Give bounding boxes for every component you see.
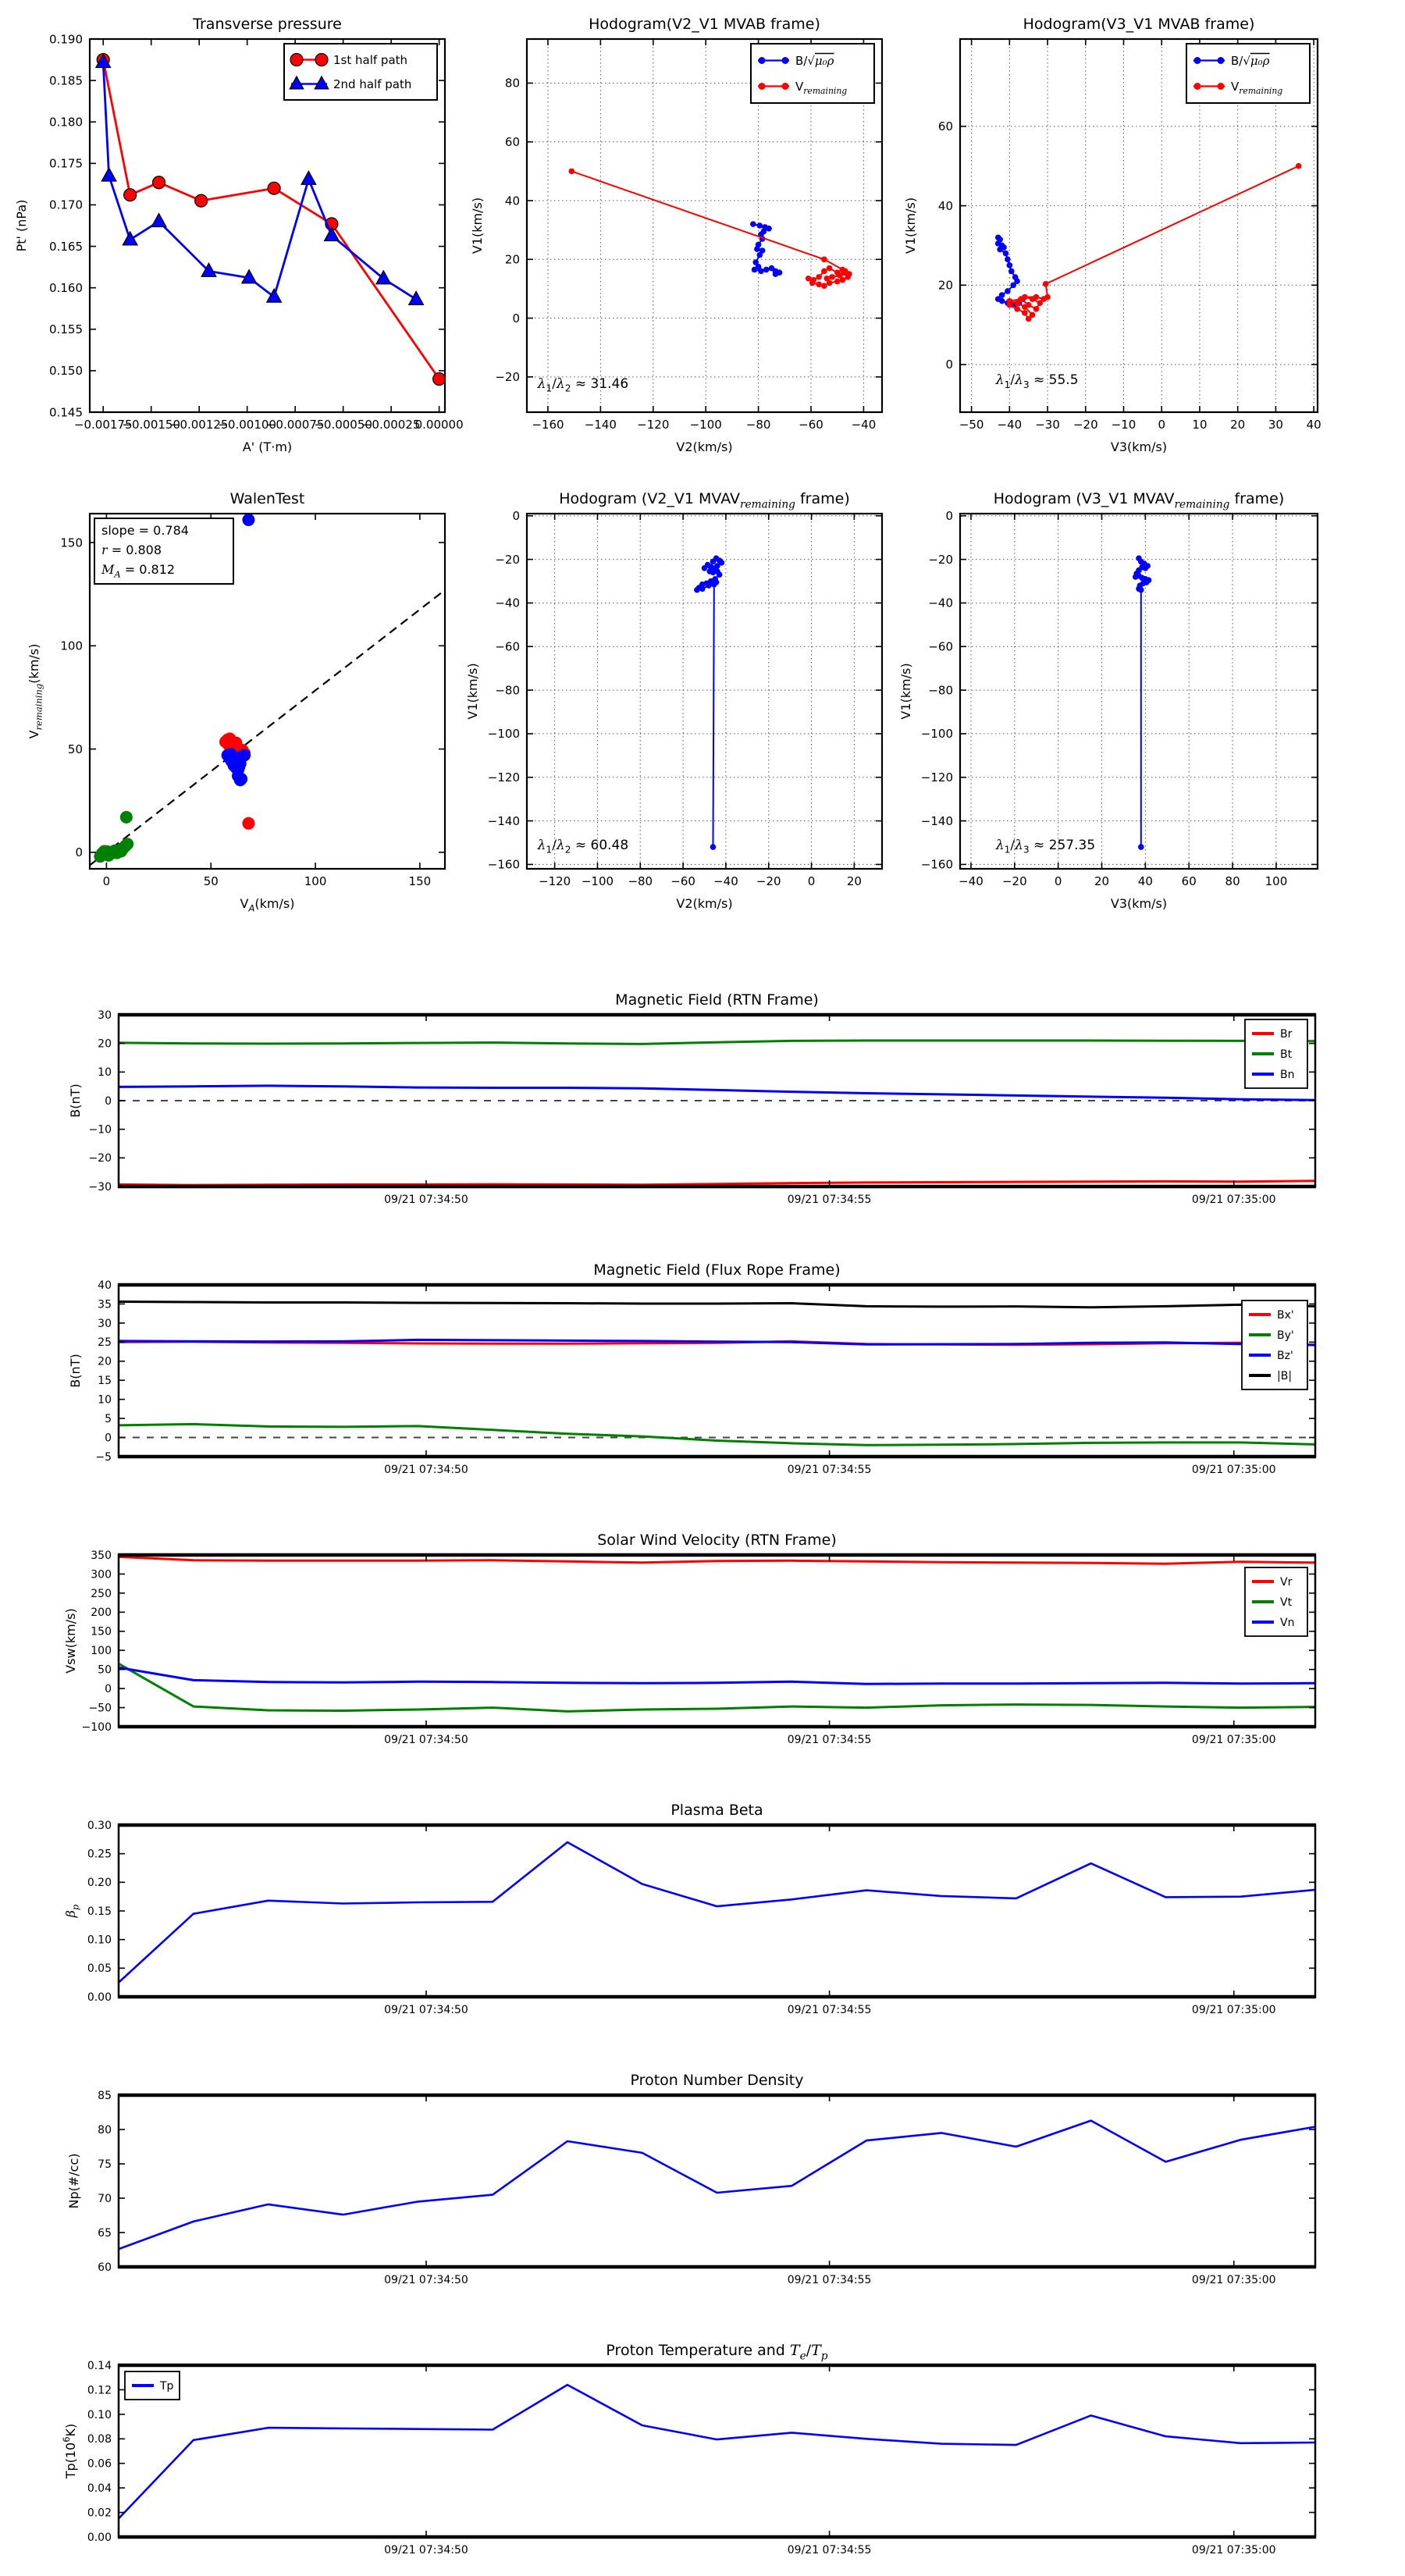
y-tick-label: 30 <box>98 1009 112 1022</box>
y-tick-label: 0.170 <box>49 197 83 212</box>
y-tick-label: 60 <box>98 2261 112 2274</box>
y-tick-label: 65 <box>98 2226 112 2240</box>
x-tick-label: −160 <box>532 418 564 432</box>
x-tick-label: 09/21 07:34:55 <box>787 2004 872 2016</box>
series-Bn <box>119 1086 1315 1100</box>
legend-label: Vt <box>1280 1596 1293 1609</box>
x-tick-label: −60 <box>799 418 823 432</box>
y-axis-label: $Tp(10^6K)$ <box>60 2423 78 2479</box>
x-tick-label: 0 <box>102 874 111 888</box>
legend-label: $V_{remaining}$ <box>795 79 848 96</box>
y-tick-label: 0.05 <box>87 1962 112 1976</box>
x-tick-label: −100 <box>581 874 614 888</box>
series-Vr <box>119 1557 1315 1564</box>
lambda-annotation: $\lambda_1/\lambda_2 \approx 31.46$ <box>537 375 629 394</box>
y-tick-label: 0 <box>512 509 520 524</box>
y-tick-label: 0.00 <box>87 2531 112 2544</box>
y-tick-label: 350 <box>91 1549 112 1562</box>
y-tick-label: 0.00 <box>87 1991 112 2004</box>
y-tick-label: 35 <box>98 1298 112 1311</box>
stats-box <box>94 518 233 584</box>
chart-hodogram-v3v1-mvav <box>898 490 1318 911</box>
x-tick-label: −40 <box>959 874 984 888</box>
x-tick-label: 09/21 07:35:00 <box>1191 2274 1276 2286</box>
legend <box>1186 44 1310 103</box>
series-Vt <box>119 1663 1315 1711</box>
x-tick-label: 0.00000 <box>414 418 464 432</box>
series-V-remaining <box>1007 163 1302 322</box>
x-axis-label: V2(km/s) <box>676 439 733 454</box>
x-tick-label: 80 <box>1225 874 1240 888</box>
series-Vn <box>119 1667 1315 1684</box>
series-V-mvav <box>1133 555 1151 849</box>
legend-label: |B| <box>1277 1369 1293 1382</box>
legend-label: 1st half path <box>333 52 408 67</box>
chart-title: Hodogram(V2_V1 MVAB frame) <box>589 16 820 33</box>
y-axis-label: V1(km/s) <box>470 197 485 254</box>
x-tick-label: −40 <box>997 418 1023 432</box>
chart-proton-density <box>66 2072 1316 2286</box>
legend-label: Bt <box>1280 1048 1293 1061</box>
y-tick-label: 300 <box>91 1568 112 1582</box>
x-tick-label: 60 <box>1181 874 1197 888</box>
y-axis-label: Np(#/cc) <box>66 2153 81 2209</box>
chart-title: Proton Number Density <box>630 2072 804 2089</box>
x-tick-label: 20 <box>1094 874 1110 888</box>
chart-title: Hodogram (V2_V1 $MVAV_{remaining}$ frame) <box>559 490 850 511</box>
x-axis-label: V2(km/s) <box>676 896 733 911</box>
lambda-annotation: $\lambda_1/\lambda_2 \approx 60.48$ <box>537 837 629 856</box>
y-axis-label: V1(km/s) <box>903 197 918 254</box>
ticks <box>921 509 1318 888</box>
x-axis-label: $V_A(km/s)$ <box>240 896 295 914</box>
x-tick-label: −30 <box>1035 418 1060 432</box>
series-Bt <box>119 1041 1315 1044</box>
x-tick-label: −120 <box>539 874 571 888</box>
ticks <box>488 509 882 888</box>
x-axis-label: A' (T·m) <box>242 439 293 454</box>
y-tick-label: 0 <box>945 358 953 372</box>
series-V-mvav <box>694 555 724 849</box>
y-tick-label: −20 <box>495 370 520 385</box>
axes-frame <box>119 2365 1315 2537</box>
y-axis-label: Pt' (nPa) <box>14 199 29 252</box>
y-tick-label: 80 <box>504 76 520 91</box>
x-tick-label: 40 <box>1137 874 1153 888</box>
y-tick-label: 0.10 <box>87 2408 112 2421</box>
y-tick-label: 0.02 <box>87 2507 112 2520</box>
y-tick-label: −20 <box>495 552 520 567</box>
y-tick-label: 0.160 <box>49 280 83 295</box>
chart-walen-test <box>27 490 445 913</box>
y-tick-label: 0.06 <box>87 2457 112 2471</box>
legend-label: Br <box>1280 1027 1293 1041</box>
y-tick-label: −100 <box>920 727 953 742</box>
y-tick-label: 50 <box>98 1663 112 1677</box>
x-tick-label: 09/21 07:34:50 <box>384 1464 468 1476</box>
x-tick-label: 09/21 07:34:55 <box>787 1464 872 1476</box>
y-tick-label: 70 <box>98 2192 112 2205</box>
y-tick-label: 0.20 <box>87 1877 112 1890</box>
legend-label: Bn <box>1280 1068 1295 1081</box>
chart-title: Solar Wind Velocity (RTN Frame) <box>597 1532 837 1549</box>
y-tick-label: 80 <box>98 2123 112 2137</box>
x-tick-label: −100 <box>689 418 722 432</box>
chart-plasma-beta <box>63 1802 1316 2016</box>
y-tick-label: 0.25 <box>87 1848 112 1861</box>
legend-label: 2nd half path <box>333 76 412 91</box>
legend <box>284 44 437 100</box>
y-tick-label: −10 <box>88 1123 112 1137</box>
legend-label: Vn <box>1280 1616 1295 1629</box>
x-tick-label: 09/21 07:35:00 <box>1191 1734 1276 1746</box>
chart-vsw-rtn <box>63 1532 1316 1746</box>
y-tick-label: 0.150 <box>49 364 83 379</box>
x-tick-label: −50 <box>959 418 984 432</box>
y-tick-label: 0 <box>105 1094 112 1108</box>
x-tick-label: 40 <box>1306 418 1321 432</box>
x-tick-label: 20 <box>1230 418 1246 432</box>
chart-hodogram-v2v1-mvab <box>470 16 882 454</box>
x-tick-label: 100 <box>1264 874 1288 888</box>
y-tick-label: 0.14 <box>87 2359 112 2372</box>
legend <box>1245 1567 1307 1636</box>
series-V-remaining <box>568 169 852 289</box>
y-tick-label: −40 <box>495 596 520 610</box>
y-tick-label: 0.175 <box>49 156 83 171</box>
legend-label: Tp <box>160 2379 174 2393</box>
legend-label: By' <box>1277 1329 1294 1342</box>
y-tick-label: 0.04 <box>87 2482 112 2496</box>
x-tick-label: −0.00050 <box>314 418 372 432</box>
chart-title: Magnetic Field (Flux Rope Frame) <box>593 1261 841 1279</box>
series-Np <box>119 2121 1315 2250</box>
legend <box>1245 1019 1307 1088</box>
y-tick-label: −160 <box>920 857 953 872</box>
y-tick-label: 0.145 <box>49 405 83 420</box>
y-tick-label: 10 <box>98 1066 112 1080</box>
x-tick-label: −20 <box>756 874 781 888</box>
x-tick-label: −20 <box>1072 418 1098 432</box>
legend <box>1242 1300 1307 1389</box>
chart-title: WalenTest <box>229 490 305 507</box>
x-tick-label: 09/21 07:34:50 <box>384 2274 468 2286</box>
y-tick-label: 15 <box>98 1375 112 1388</box>
x-tick-label: 30 <box>1268 418 1283 432</box>
x-tick-label: −0.00100 <box>218 418 276 432</box>
ticks <box>95 1279 1315 1476</box>
y-tick-label: 40 <box>504 194 520 208</box>
chart-mag-rtn <box>68 991 1316 1206</box>
x-tick-label: 09/21 07:35:00 <box>1191 1464 1276 1476</box>
y-tick-label: 0 <box>945 509 953 524</box>
y-tick-label: 60 <box>504 134 520 149</box>
y-tick-label: 0.08 <box>87 2433 112 2446</box>
y-tick-label: −40 <box>928 596 953 610</box>
y-tick-label: −60 <box>928 639 953 654</box>
y-axis-label: V1(km/s) <box>898 663 913 720</box>
y-tick-label: 0.155 <box>49 322 83 337</box>
series-beta-p <box>119 1842 1315 1983</box>
y-tick-label: −100 <box>81 1720 112 1734</box>
y-axis-label: V1(km/s) <box>465 663 480 720</box>
y-tick-label: 20 <box>937 278 953 293</box>
x-tick-label: 0 <box>1054 874 1062 888</box>
y-tick-label: −140 <box>487 813 520 828</box>
x-tick-label: 09/21 07:34:55 <box>787 1194 872 1206</box>
series-B-magnitude <box>119 1302 1315 1308</box>
x-tick-label: −10 <box>1111 418 1136 432</box>
y-tick-label: 0.190 <box>49 32 83 47</box>
x-tick-label: 09/21 07:34:50 <box>384 1194 468 1206</box>
y-axis-label: $V_{remaining}(km/s)$ <box>27 643 44 739</box>
y-tick-label: 0 <box>105 1432 112 1445</box>
ticks <box>87 2360 1315 2556</box>
legend <box>125 2371 180 2400</box>
x-tick-label: −40 <box>713 874 738 888</box>
legend-label: B/√μ₀ρ <box>1231 53 1270 68</box>
y-tick-label: −30 <box>88 1180 112 1194</box>
chart-title: Plasma Beta <box>670 1802 763 1819</box>
y-tick-label: 0 <box>512 311 520 326</box>
x-tick-label: 0 <box>807 874 816 888</box>
ticks <box>82 1550 1315 1746</box>
x-tick-label: −0.00125 <box>169 418 229 432</box>
y-tick-label: 40 <box>937 198 953 213</box>
x-tick-label: −60 <box>670 874 695 888</box>
y-tick-label: −140 <box>920 813 953 828</box>
stats-line: r = 0.808 <box>101 543 162 558</box>
y-tick-label: 40 <box>98 1279 112 1292</box>
x-tick-label: 09/21 07:34:55 <box>787 2544 872 2556</box>
chart-title: Hodogram(V3_V1 MVAB frame) <box>1023 16 1255 33</box>
chart-hodogram-v2v1-mvav <box>465 490 882 911</box>
y-tick-label: 20 <box>504 252 520 267</box>
y-tick-label: 150 <box>60 535 83 550</box>
series-B-mvab <box>750 221 782 277</box>
series-1st-half-path <box>97 54 445 386</box>
chart-hodogram-v3v1-mvab <box>903 16 1321 454</box>
y-tick-label: 0.10 <box>87 1934 112 1947</box>
x-tick-label: 09/21 07:34:50 <box>384 2544 468 2556</box>
chart-transverse-pressure <box>14 16 464 454</box>
x-tick-label: −120 <box>637 418 670 432</box>
grid <box>960 514 1318 869</box>
x-tick-label: −0.00150 <box>122 418 181 432</box>
legend-label: Bz' <box>1277 1349 1293 1362</box>
x-tick-label: 150 <box>408 874 432 888</box>
y-tick-label: −5 <box>95 1450 112 1464</box>
x-tick-label: −80 <box>628 874 653 888</box>
y-tick-label: 250 <box>91 1587 112 1600</box>
y-axis-label: Vsw(km/s) <box>63 1608 78 1674</box>
y-tick-label: 0.165 <box>49 239 83 254</box>
y-tick-label: −20 <box>928 552 953 567</box>
stats-line: $M_A = 0.812$ <box>101 562 176 580</box>
x-axis-label: V3(km/s) <box>1110 896 1168 911</box>
axes-frame <box>119 2095 1315 2267</box>
walen-fit-line <box>90 590 445 866</box>
y-tick-label: 85 <box>98 2089 112 2102</box>
y-tick-label: −50 <box>88 1702 112 1715</box>
lambda-annotation: $\lambda_1/\lambda_3 \approx 257.35$ <box>995 837 1096 856</box>
legend-label: $V_{remaining}$ <box>1231 79 1283 96</box>
x-tick-label: −0.00075 <box>265 418 325 432</box>
x-tick-label: 50 <box>203 874 219 888</box>
x-tick-label: 09/21 07:34:50 <box>384 2004 468 2016</box>
y-tick-label: 75 <box>98 2158 112 2171</box>
legend-label: Bx' <box>1277 1308 1294 1322</box>
y-tick-label: −100 <box>487 727 520 742</box>
y-tick-label: 20 <box>98 1355 112 1368</box>
x-tick-label: −140 <box>584 418 617 432</box>
chart-title: Hodogram (V3_V1 $MVAV_{remaining}$ frame) <box>993 490 1285 511</box>
legend-label: B/√μ₀ρ <box>795 53 834 68</box>
axes-frame <box>119 1825 1315 1997</box>
y-tick-label: 30 <box>98 1317 112 1330</box>
x-tick-label: 20 <box>846 874 862 888</box>
series-Br <box>119 1181 1315 1186</box>
y-tick-label: 0 <box>105 1683 112 1696</box>
chart-proton-temperature <box>61 2342 1316 2556</box>
y-axis-label: B(nT) <box>68 1354 83 1388</box>
chart-title: Transverse pressure <box>193 16 342 33</box>
x-axis-label: V3(km/s) <box>1110 439 1168 454</box>
x-tick-label: 100 <box>304 874 327 888</box>
x-tick-label: 09/21 07:35:00 <box>1191 2004 1276 2016</box>
legend <box>751 44 874 103</box>
y-tick-label: 60 <box>937 119 953 134</box>
y-tick-label: 0.180 <box>49 115 83 130</box>
ticks <box>88 1009 1315 1206</box>
y-tick-label: −120 <box>487 770 520 785</box>
x-tick-label: −20 <box>1001 874 1027 888</box>
y-tick-label: 0.15 <box>87 1905 112 1918</box>
x-tick-label: −80 <box>745 418 771 432</box>
y-tick-label: 0 <box>75 845 83 860</box>
axes-frame <box>960 514 1318 869</box>
y-tick-label: 10 <box>98 1393 112 1407</box>
axes-frame <box>119 1555 1315 1727</box>
y-tick-label: 0.12 <box>87 2384 112 2397</box>
series-Tp <box>119 2385 1315 2518</box>
x-tick-label: 09/21 07:34:50 <box>384 1734 468 1746</box>
x-tick-label: 09/21 07:35:00 <box>1191 2544 1276 2556</box>
x-tick-label: −0.00175 <box>73 418 133 432</box>
legend-label: Vr <box>1280 1575 1293 1589</box>
y-axis-label: B(nT) <box>68 1083 83 1118</box>
x-tick-label: 09/21 07:34:55 <box>787 1734 872 1746</box>
y-tick-label: −20 <box>88 1152 112 1165</box>
stats-line: slope = 0.784 <box>101 523 189 539</box>
y-tick-label: 100 <box>91 1645 112 1658</box>
chart-mag-flux-rope <box>68 1261 1316 1476</box>
x-tick-label: 09/21 07:34:55 <box>787 2274 872 2286</box>
y-tick-label: 200 <box>91 1606 112 1620</box>
ticks <box>87 1820 1315 2016</box>
x-tick-label: 0 <box>1158 418 1166 432</box>
y-tick-label: −60 <box>495 639 520 654</box>
x-tick-label: 09/21 07:35:00 <box>1191 1194 1276 1206</box>
y-tick-label: −160 <box>487 857 520 872</box>
y-tick-label: 150 <box>91 1625 112 1638</box>
y-tick-label: −80 <box>495 683 520 698</box>
y-tick-label: 5 <box>105 1413 112 1426</box>
y-tick-label: −120 <box>920 770 953 785</box>
x-tick-label: −40 <box>851 418 877 432</box>
y-tick-label: −80 <box>928 683 953 698</box>
x-tick-label: −0.00025 <box>361 418 421 432</box>
y-tick-label: 0.30 <box>87 1819 112 1832</box>
y-tick-label: 100 <box>60 639 83 653</box>
y-tick-label: 25 <box>98 1336 112 1350</box>
chart-title: Proton Temperature and $T_e/T_p$ <box>606 2342 828 2363</box>
axes-frame <box>119 1285 1315 1457</box>
lambda-annotation: $\lambda_1/\lambda_3 \approx 55.5$ <box>995 372 1079 390</box>
series-By-prime <box>119 1424 1315 1445</box>
y-tick-label: 20 <box>98 1037 112 1051</box>
y-axis-label: $\beta_p$ <box>63 1904 81 1918</box>
y-tick-label: 0.185 <box>49 73 83 88</box>
y-tick-label: 50 <box>67 742 83 756</box>
chart-title: Magnetic Field (RTN Frame) <box>615 991 819 1009</box>
x-tick-label: 10 <box>1192 418 1208 432</box>
